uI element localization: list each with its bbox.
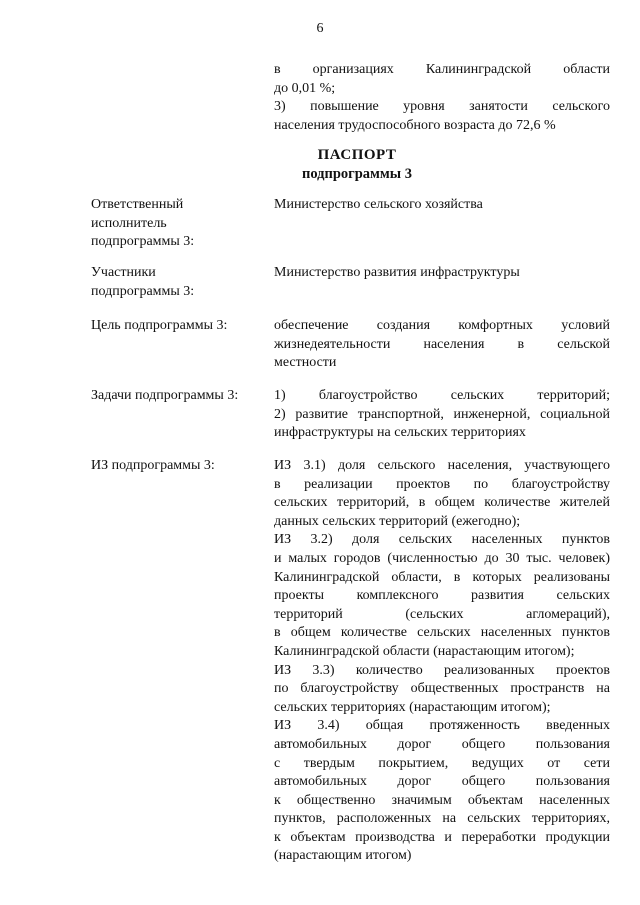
label-line: подпрограммы 3: [91, 283, 195, 299]
value-line: местности [274, 355, 337, 371]
label-line: ИЗ подпрограммы 3: [91, 458, 215, 473]
value-line: и малых городов (численностью до 30 тыс. человек) [274, 550, 610, 566]
value-line: обеспечение создания комфортных условий [274, 318, 610, 333]
responsible-value [274, 196, 610, 215]
value-line: Калининградской области, в которых реализованы [274, 569, 610, 585]
label-line: Задачи подпрограммы 3: [91, 388, 239, 403]
value-line: Калининградской области (нарастающим итогом); [274, 643, 575, 659]
value-line: в общем количестве сельских населенных пунктов [274, 625, 610, 641]
value-line: ИЗ 3.2) доля сельских населенных пунктов [274, 532, 610, 548]
value-line: (нарастающим итогом) [274, 848, 412, 864]
tasks-value [274, 387, 610, 443]
passport-subheading: подпрограммы 3 [301, 165, 413, 182]
label-line: Цель подпрограммы 3: [91, 318, 228, 333]
passport-heading: ПАСПОРТ [317, 147, 397, 163]
value-line: территорий (сельских агломераций), [274, 606, 610, 622]
value-line: Министерство развития инфраструктуры [274, 265, 520, 280]
participants-value [274, 264, 610, 283]
page-number: 6 [316, 21, 324, 36]
label-line: Участники [91, 265, 156, 280]
value-line: проекты комплексного развития сельских [274, 588, 610, 604]
value-line: автомобильных дорог общего пользования [274, 774, 610, 790]
intro-text [274, 61, 610, 135]
text-line: в организациях Калининградской области [274, 62, 610, 77]
label-line: подпрограммы 3: [91, 234, 195, 250]
value-line: ИЗ 3.1) доля сельского населения, участвующего [274, 458, 610, 473]
text-line: 3) повышение уровня занятости сельского [274, 99, 610, 115]
participants-label [91, 264, 266, 301]
label-line: Ответственный [91, 197, 184, 212]
indicators-label [91, 457, 266, 476]
value-line: по благоустройству общественных пространств на [274, 681, 610, 697]
label-line: исполнитель [91, 215, 167, 231]
value-line: данных сельских территорий (ежегодно); [274, 513, 521, 529]
text-line: населения трудоспособного возраста до 72,6 % [274, 117, 556, 133]
value-line: пунктов, расположенных на сельских территориях, [274, 811, 610, 827]
value-line: автомобильных дорог общего пользования [274, 736, 610, 752]
value-line: к объектам производства и переработки продукции [274, 829, 610, 845]
value-line: ИЗ 3.4) общая протяженность введенных [274, 718, 610, 734]
indicators-value [274, 457, 610, 866]
value-line: жизнедеятельности населения в сельской [274, 336, 610, 352]
value-line: в реализации проектов по благоустройству [274, 476, 610, 492]
tasks-label [91, 387, 266, 406]
goal-value [274, 317, 610, 373]
responsible-label [91, 196, 266, 252]
value-line: сельских территорий, в общем количестве жителей [274, 495, 610, 511]
value-line: с твердым покрытием, ведущих от сети [274, 755, 610, 771]
text-line: до 0,01 %; [274, 80, 336, 96]
value-line: Министерство сельского хозяйства [274, 197, 483, 212]
value-line: ИЗ 3.3) количество реализованных проектов [274, 662, 610, 678]
value-line: 2) развитие транспортной, инженерной, социальной [274, 406, 610, 422]
value-line: инфраструктуры на сельских территориях [274, 425, 526, 441]
passport-title [262, 146, 452, 183]
value-line: к общественно значимым объектам населенных [274, 792, 610, 808]
value-line: 1) благоустройство сельских территорий; [274, 388, 610, 403]
value-line: сельских территориях (нарастающим итогом); [274, 699, 551, 715]
goal-label [91, 317, 266, 336]
